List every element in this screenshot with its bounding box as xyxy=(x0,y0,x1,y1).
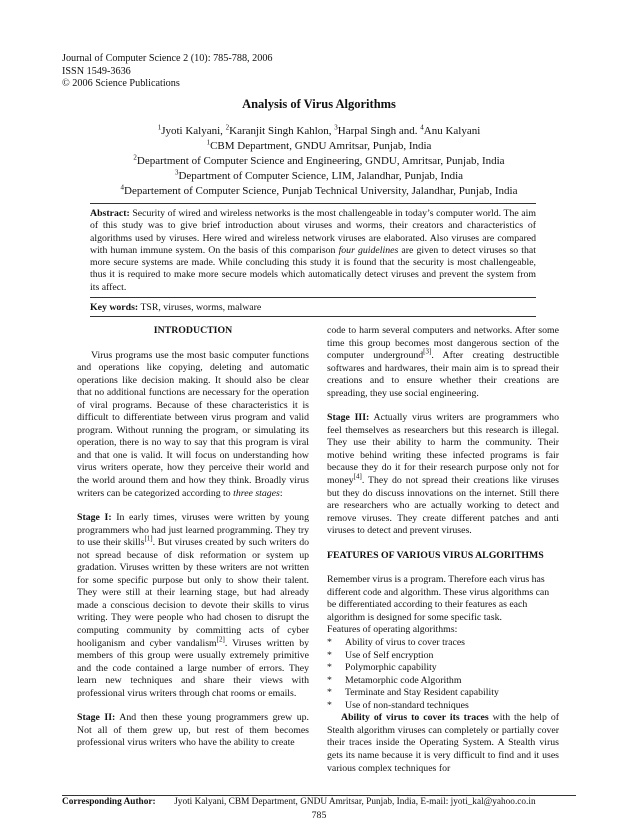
stage3-text: Actually virus writers are programmers who feel themselves as researchers but this research is illegal. They use their ability to harm the community. Their motive behind writing these infected programs is fair because they do it for their research purpose only not for money xyxy=(327,412,559,487)
journal-header xyxy=(62,53,273,91)
list-item xyxy=(327,675,559,688)
journal-citation: Journal of Computer Science 2 (10): 785-788, 2006 xyxy=(62,53,273,64)
footer-divider xyxy=(62,795,576,796)
section-heading-introduction: INTRODUCTION xyxy=(153,325,233,336)
stage2-label: Stage II: xyxy=(77,712,116,724)
abstract-text: Security of wired and wireless networks is the most challengeable in today’s computer world. The aim of this study was to give brief introduction about viruses and worms, their creators and characteristics of algorithms used by viruses. Here wired and wireless network viruses are elaborated. Also viruses are compared with human immune system. On the basis of this comparison xyxy=(90,208,536,256)
citation-ref: [1] xyxy=(144,534,153,543)
list-item-text: Ability of virus to cover traces xyxy=(345,637,465,649)
affiliation-sup: 1 xyxy=(206,138,211,147)
right-column xyxy=(327,325,559,775)
affiliation-text: Department of Computer Science and Engineering, GNDU, Amritsar, Punjab, India xyxy=(136,155,505,167)
keywords xyxy=(90,302,261,313)
affiliation-sup: 4 xyxy=(120,183,125,192)
stage2-continued xyxy=(327,325,559,400)
list-item xyxy=(327,650,559,663)
affiliation-1 xyxy=(0,139,638,154)
journal-issn: ISSN 1549-3636 xyxy=(62,65,131,77)
bullet-marker: * xyxy=(327,637,332,649)
stage3-paragraph xyxy=(327,412,559,537)
keywords-text: TSR, viruses, worms, malware xyxy=(138,302,262,313)
ability-paragraph xyxy=(327,712,559,775)
continued-text: code to harm several computers and networks. After some time this group becomes most dangerous section of the computer underground xyxy=(327,325,559,362)
journal-publisher: © 2006 Science Publications xyxy=(62,78,180,89)
affiliation-4 xyxy=(0,184,638,199)
bullet-marker: * xyxy=(327,662,332,674)
author-name: Anu Kalyani xyxy=(423,125,481,137)
bullet-marker: * xyxy=(327,687,332,699)
page-number: 785 xyxy=(311,810,327,821)
affiliation-sup: 3 xyxy=(174,168,179,177)
stage2-paragraph xyxy=(77,712,309,750)
abstract-text-2: are given to detect viruses so that more secure systems are made. While concluding this study it is found that the security is most challengeable, thus it is required to make more secure models which automatically detect viruses and prevent the system from its affect. xyxy=(90,244,536,293)
paper-title: Analysis of Virus Algorithms xyxy=(242,97,396,111)
keywords-divider xyxy=(90,316,536,317)
stage1-text-3: . Viruses written by members of this group were usually extremely primitive and the code contained a large number of errors. They learn new techniques and share their views with professional virus writers through chat rooms or emails. xyxy=(77,637,309,699)
citation-ref: [3] xyxy=(423,347,432,356)
intro-italic: three stages xyxy=(233,487,280,499)
affiliation-text: Department of Computer Science, LIM, Jalandhar, Punjab, India xyxy=(178,170,464,182)
intro-text-end: : xyxy=(279,487,283,499)
left-column xyxy=(77,325,309,750)
corresponding-author-text: Jyoti Kalyani, CBM Department, GNDU Amritsar, Punjab, India, E-mail: jyoti_kal@yahoo.co.in xyxy=(174,797,536,807)
ability-label: Ability of virus to cover its traces xyxy=(341,712,489,724)
ability-text: with the help of Stealth algorithm viruses can completely or partially cover their traces inside the Operating System. A Stealth virus gets its name because it is very difficult to find and it uses various complex techniques for xyxy=(327,712,559,774)
features-list-title: Features of operating algorithms: xyxy=(327,624,458,636)
list-item xyxy=(327,700,559,713)
list-item-text: Use of non-standard techniques xyxy=(345,699,469,711)
section-heading-features: FEATURES OF VARIOUS VIRUS ALGORITHMS xyxy=(327,549,544,561)
list-item-text: Polymorphic capability xyxy=(345,662,437,674)
intro-paragraph xyxy=(77,350,309,501)
author-sup: 4 xyxy=(420,123,424,132)
author-name: Jyoti Kalyani, xyxy=(161,125,226,137)
author-name: Karanjit Singh Kahlon, xyxy=(229,125,335,137)
author-sup: 1 xyxy=(157,123,162,132)
features-intro: Remember virus is a program. Therefore each virus has different code and algorithm. These virus algorithms can be differentiated according to their features as each algorithm is designed for some specific task. xyxy=(327,574,550,623)
author-sup: 2 xyxy=(225,123,230,132)
list-item-text: Terminate and Stay Resident capability xyxy=(345,687,499,699)
stage3-text-2: . They do not spread their creations like viruses but they do discuss innovations on the internet. Still there are researchers who are actually working to detect and remove viruses. They create different patches and anti viruses to detect and prevent viruses. xyxy=(327,475,559,537)
citation-ref: [4] xyxy=(353,472,362,481)
affiliation-2 xyxy=(0,154,638,169)
intro-text: Virus programs use the most basic computer functions and operations like copying, deleting and automatic operations like decision making. It should also be clear that no additional functions are necessary for the operation of viral programs. Because of these characteristics it is difficult to differentiate between virus program and valid program. Without running the program, or simulating its operation, there is no way to say that this program is viral and that one is valid. It will focus on understanding how virus writers operate, how they perceive their world and the world around them and how they think. Broadly virus writers can be categorized according to xyxy=(77,349,309,499)
bullet-marker: * xyxy=(327,674,332,686)
author-names xyxy=(0,124,638,139)
affiliation-text: CBM Department, GNDU Amritsar, Punjab, India xyxy=(210,140,432,152)
stage1-text: In early times, viruses were written by young programmers who had just learned programming. They try to use their skills xyxy=(77,512,309,549)
list-item xyxy=(327,687,559,700)
author-name: Harpal Singh and. xyxy=(337,125,421,137)
list-item-text: Use of Self encryption xyxy=(345,649,434,661)
stage1-text-2: . But viruses created by such writers do not spread because of disk reformation or system up gradation. Viruses written by these writers are not written for some specific purpose but only to show their talent. They were still at their learning stage, but had already made a conscious decision to devote their skills to virus writing. They were people who had chosen to disrupt the computing community by committing acts of cyber hooliganism and cyber vandalism xyxy=(77,537,309,649)
keywords-label: Key words: xyxy=(90,302,139,313)
stage3-label: Stage III: xyxy=(327,412,370,424)
corresponding-author-label: Corresponding Author: xyxy=(62,797,156,807)
stage2-text: And then these young programmers grew up. Not all of them grew up, but rest of them becomes professional virus writers who have the ability to create xyxy=(77,712,309,749)
continued-text-2: . After creating destructible softwares and hardwares, their main aim is to spread their creations and to ensure whether their creations are spreading, they use social engineering. xyxy=(327,350,559,399)
list-item-text: Metamorphic code Algorithm xyxy=(345,674,462,686)
bullet-marker: * xyxy=(327,699,332,711)
affiliation-3 xyxy=(0,169,638,184)
list-item xyxy=(327,637,559,650)
affiliation-text: Departement of Computer Science, Punjab Technical University, Jalandhar, Punjab, India xyxy=(124,185,518,197)
stage1-label: Stage I: xyxy=(77,512,112,524)
author-sup: 3 xyxy=(334,123,338,132)
abstract-label: Abstract: xyxy=(90,208,130,219)
footer xyxy=(62,797,536,807)
citation-ref: [2] xyxy=(216,635,225,644)
abstract-italic: four guidelines xyxy=(338,244,399,256)
abstract xyxy=(90,203,536,298)
affiliation-sup: 2 xyxy=(133,153,137,162)
bullet-marker: * xyxy=(327,649,332,661)
list-item xyxy=(327,662,559,675)
stage1-paragraph xyxy=(77,512,309,700)
author-block xyxy=(0,124,638,199)
